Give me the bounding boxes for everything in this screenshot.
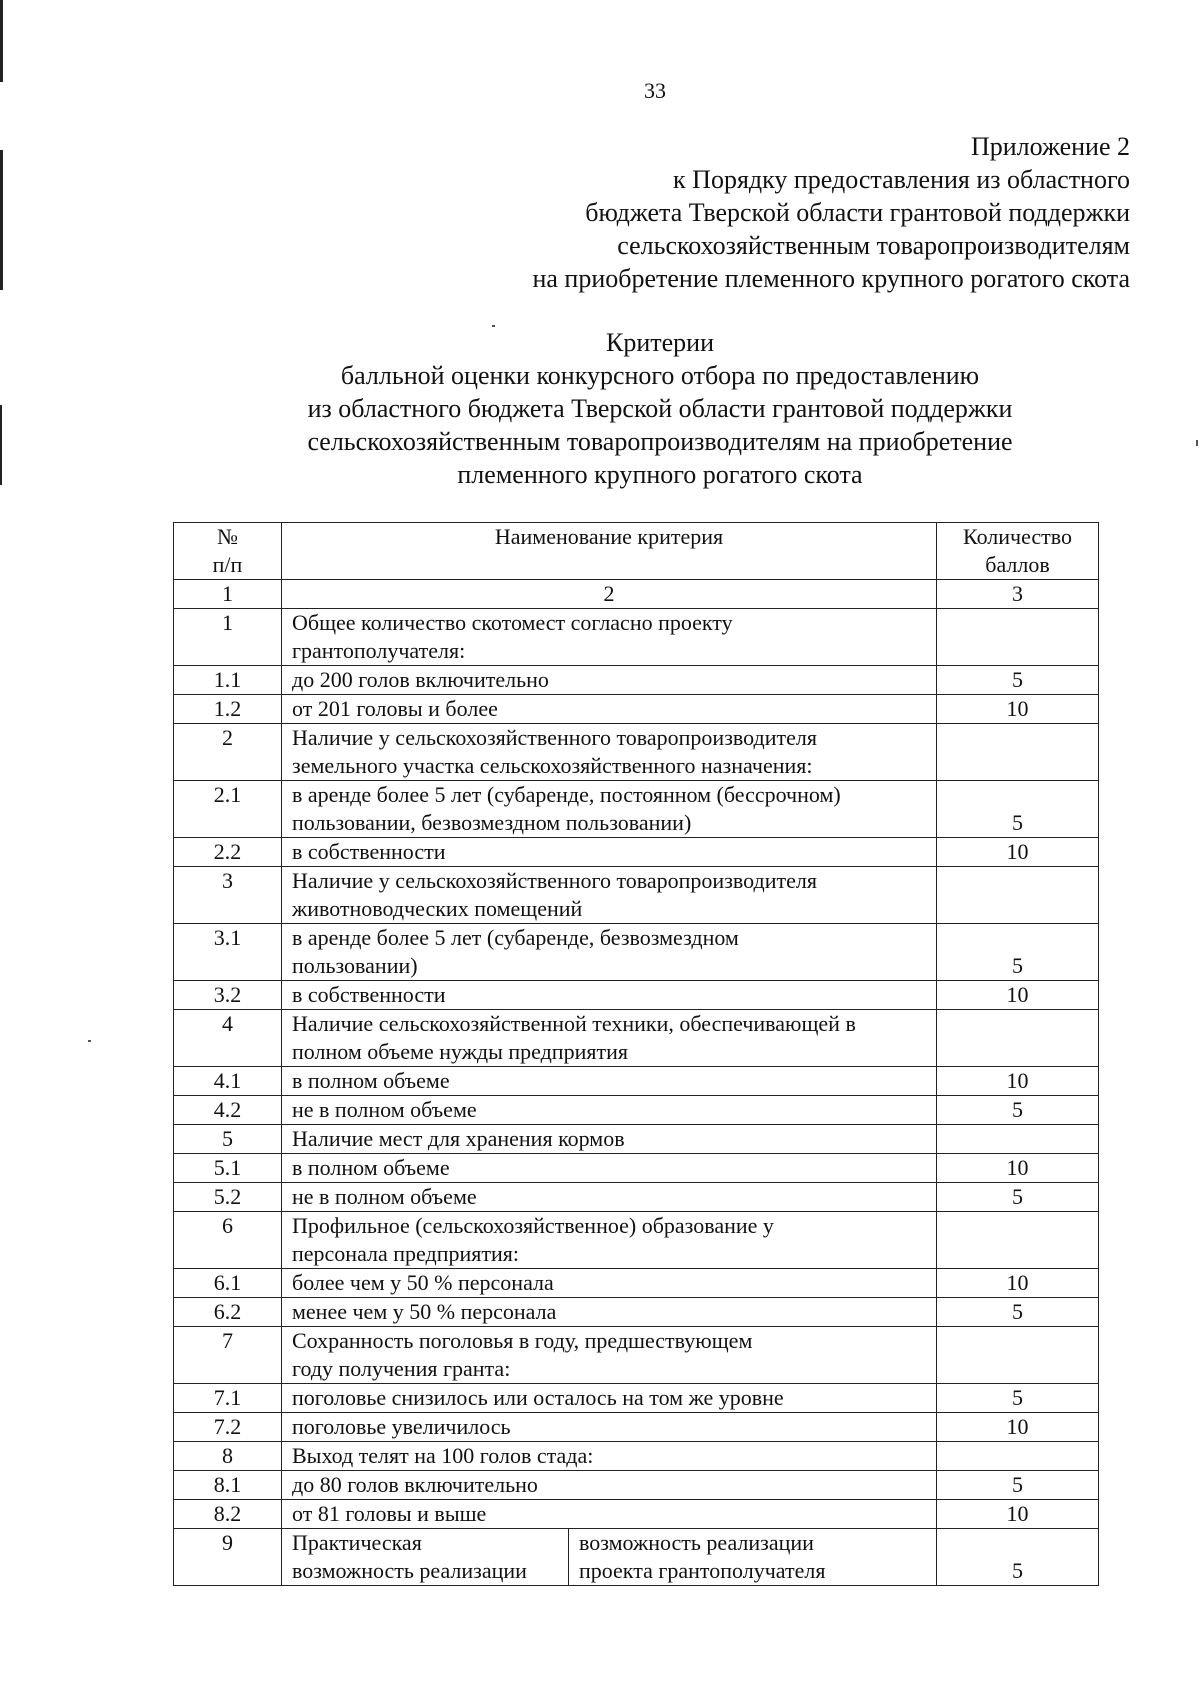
criterion-name: Сохранность поголовья в году, предшествующем году получения гранта:	[282, 1327, 937, 1384]
column-number: 1	[174, 580, 282, 609]
appendix-line: к Порядку предоставления из областного	[673, 165, 1130, 194]
appendix-reference	[370, 130, 1130, 295]
criterion-name: Выход телят на 100 голов стада:	[282, 1442, 937, 1471]
scan-dot	[88, 1040, 91, 1042]
criterion-name: до 200 голов включительно	[282, 666, 937, 695]
table-row	[174, 1125, 1099, 1154]
table-row	[174, 1096, 1099, 1125]
table-row	[174, 609, 1099, 666]
row-number: 7	[174, 1327, 282, 1384]
criterion-name: не в полном объеме	[282, 1183, 937, 1212]
criterion-points: 10	[937, 1269, 1099, 1298]
criterion-points: 5	[937, 1298, 1099, 1327]
criteria-table	[173, 522, 1099, 1586]
row-number: 4.1	[174, 1067, 282, 1096]
row-number: 2.1	[174, 781, 282, 838]
criterion-points	[937, 1327, 1099, 1384]
table-header-row	[174, 523, 1099, 580]
row-number: 3.1	[174, 924, 282, 981]
appendix-line: бюджета Тверской области грантовой поддержки	[585, 198, 1130, 227]
criterion-points: 5	[937, 1183, 1099, 1212]
column-number: 3	[937, 580, 1099, 609]
criterion-points: 5	[937, 924, 1099, 981]
row-number: 7.1	[174, 1384, 282, 1413]
header-criterion-name: Наименование критерия	[282, 523, 937, 580]
criterion-name: в собственности	[282, 838, 937, 867]
row-number: 7.2	[174, 1413, 282, 1442]
table-row	[174, 1500, 1099, 1529]
table-row	[174, 666, 1099, 695]
criterion-name: Наличие сельскохозяйственной техники, обеспечивающей в полном объеме нужды предприятия	[282, 1010, 937, 1067]
table-row	[174, 1269, 1099, 1298]
criterion-name: от 201 головы и более	[282, 695, 937, 724]
heading-title: Критерии	[606, 328, 714, 357]
criterion-name: Профильное (сельскохозяйственное) образование у персонала предприятия:	[282, 1212, 937, 1269]
header-points: Количество баллов	[937, 523, 1099, 580]
appendix-line: на приобретение племенного крупного рогатого скота	[532, 264, 1130, 293]
row-number: 6.1	[174, 1269, 282, 1298]
row-number: 5.1	[174, 1154, 282, 1183]
criterion-points: 10	[937, 695, 1099, 724]
row-number: 2.2	[174, 838, 282, 867]
document-heading	[180, 326, 1140, 491]
table-row	[174, 1327, 1099, 1384]
appendix-line: сельскохозяйственным товаропроизводителям	[617, 231, 1130, 260]
criterion-name: более чем у 50 % персонала	[282, 1269, 937, 1298]
criterion-name: поголовье снизилось или осталось на том же уровне	[282, 1384, 937, 1413]
page-number: 33	[644, 78, 666, 103]
row-number: 5	[174, 1125, 282, 1154]
appendix-line: Приложение 2	[970, 132, 1130, 161]
row-number: 4.2	[174, 1096, 282, 1125]
criterion-points: 5	[937, 1096, 1099, 1125]
criterion-name: в полном объеме	[282, 1067, 937, 1096]
criterion-name-part: возможность реализации проекта грантополучателя	[569, 1529, 937, 1586]
table-row	[174, 1442, 1099, 1471]
criterion-points: 10	[937, 838, 1099, 867]
table-row	[174, 695, 1099, 724]
criterion-points: 10	[937, 1067, 1099, 1096]
row-number: 6.2	[174, 1298, 282, 1327]
table-row	[174, 781, 1099, 838]
criterion-name: поголовье увеличилось	[282, 1413, 937, 1442]
heading-line: балльной оценки конкурсного отбора по предоставлению	[340, 361, 980, 390]
heading-line: племенного крупного рогатого скота	[457, 460, 863, 489]
criterion-points	[937, 1125, 1099, 1154]
criterion-name: Наличие у сельскохозяйственного товаропроизводителя земельного участка сельскохозяйственного назначения:	[282, 724, 937, 781]
table-row	[174, 1067, 1099, 1096]
row-number: 1.2	[174, 695, 282, 724]
criterion-name: не в полном объеме	[282, 1096, 937, 1125]
table-row	[174, 1154, 1099, 1183]
criterion-points	[937, 867, 1099, 924]
table-row	[174, 1212, 1099, 1269]
criterion-points: 5	[937, 1471, 1099, 1500]
table-row	[174, 867, 1099, 924]
criterion-points: 10	[937, 1154, 1099, 1183]
criterion-name: Наличие у сельскохозяйственного товаропроизводителя животноводческих помещений	[282, 867, 937, 924]
table-row	[174, 1529, 1099, 1586]
row-number: 2	[174, 724, 282, 781]
table-row	[174, 724, 1099, 781]
criterion-name: Наличие мест для хранения кормов	[282, 1125, 937, 1154]
table-row	[174, 1384, 1099, 1413]
table-row	[174, 1413, 1099, 1442]
table-row	[174, 838, 1099, 867]
criterion-name: в полном объеме	[282, 1154, 937, 1183]
heading-line: сельскохозяйственным товаропроизводителям на приобретение	[307, 427, 1013, 456]
criterion-name: в собственности	[282, 981, 937, 1010]
row-number: 9	[174, 1529, 282, 1586]
criterion-name-part: Практическая возможность реализации	[282, 1529, 569, 1586]
criterion-name: от 81 головы и выше	[282, 1500, 937, 1529]
column-number-row	[174, 580, 1099, 609]
criterion-points	[937, 724, 1099, 781]
criterion-points: 10	[937, 1500, 1099, 1529]
row-number: 6	[174, 1212, 282, 1269]
criterion-points	[937, 1442, 1099, 1471]
scan-dot	[1196, 440, 1198, 446]
row-number: 1	[174, 609, 282, 666]
criterion-points: 5	[937, 1384, 1099, 1413]
heading-line: из областного бюджета Тверской области грантовой поддержки	[307, 394, 1013, 423]
scan-edge-mark	[0, 150, 3, 290]
column-number: 2	[282, 580, 937, 609]
row-number: 3.2	[174, 981, 282, 1010]
criterion-points	[937, 1212, 1099, 1269]
table-row	[174, 1298, 1099, 1327]
table-row	[174, 981, 1099, 1010]
criterion-name: до 80 голов включительно	[282, 1471, 937, 1500]
table-row	[174, 1471, 1099, 1500]
table-row	[174, 1010, 1099, 1067]
row-number: 3	[174, 867, 282, 924]
criterion-points	[937, 609, 1099, 666]
criterion-name: Общее количество скотомест согласно проекту грантополучателя:	[282, 609, 937, 666]
criterion-points	[937, 1010, 1099, 1067]
row-number: 4	[174, 1010, 282, 1067]
criterion-name: менее чем у 50 % персонала	[282, 1298, 937, 1327]
table-row	[174, 1183, 1099, 1212]
criterion-points: 5	[937, 666, 1099, 695]
row-number: 8	[174, 1442, 282, 1471]
header-number: № п/п	[174, 523, 282, 580]
criterion-points: 5	[937, 781, 1099, 838]
criterion-points: 10	[937, 981, 1099, 1010]
table-row	[174, 924, 1099, 981]
row-number: 1.1	[174, 666, 282, 695]
criterion-points: 5	[937, 1529, 1099, 1586]
criterion-name: в аренде более 5 лет (субаренде, безвозмездном пользовании)	[282, 924, 937, 981]
scan-edge-mark	[0, 0, 3, 82]
criterion-name: в аренде более 5 лет (субаренде, постоянном (бессрочном) пользовании, безвозмездном пользовании)	[282, 781, 937, 838]
criterion-points: 10	[937, 1413, 1099, 1442]
row-number: 8.2	[174, 1500, 282, 1529]
row-number: 8.1	[174, 1471, 282, 1500]
row-number: 5.2	[174, 1183, 282, 1212]
scan-edge-mark	[0, 405, 2, 485]
